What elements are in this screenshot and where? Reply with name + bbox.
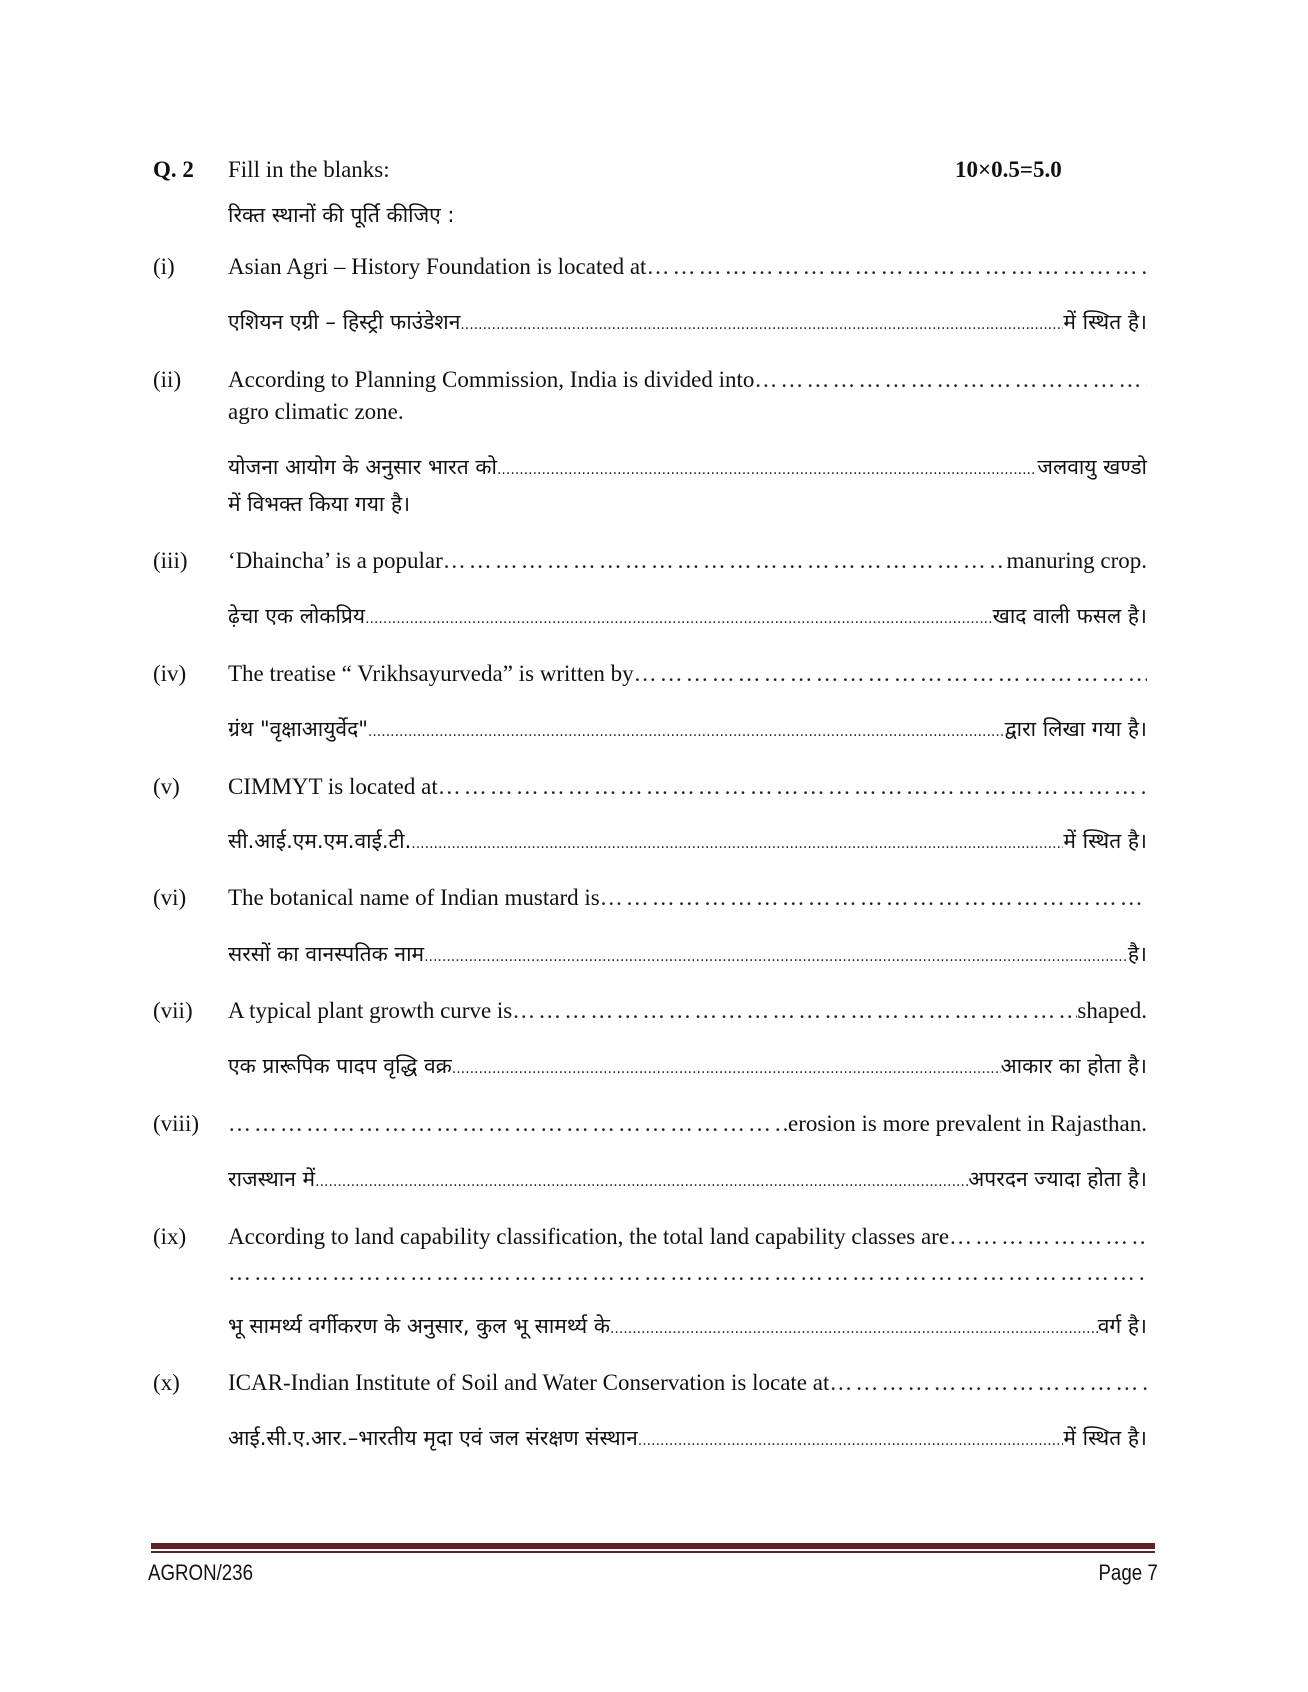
item-text-cont: agro climatic zone.: [228, 399, 404, 424]
item-text: CIMMYT is located at: [228, 774, 438, 799]
footer-rule-thin: [151, 1551, 1155, 1553]
item-hindi: [228, 308, 1147, 339]
blank-hindi: [610, 1312, 1098, 1343]
blank: [646, 253, 1147, 281]
blank-hindi: [365, 602, 993, 633]
item-english: [228, 366, 1147, 394]
item-number: (iv): [153, 661, 187, 686]
item-text: According to Planning Commission, India is divided into: [228, 367, 755, 392]
item-hindi-text: सी.आई.एम.एम.वाई.टी.: [228, 829, 412, 853]
item-hindi-text: एशियन एग्री – हिस्ट्री फाउंडेशन: [228, 310, 461, 334]
item-english: [228, 547, 1147, 575]
item-text: A typical plant growth curve is: [228, 998, 513, 1023]
item-hindi-end: वर्ग है।: [1097, 1314, 1147, 1338]
item-text: According to land capability classification, the total land capability classes are: [228, 1224, 950, 1249]
item-hindi: [228, 602, 1147, 633]
blank-hindi: [424, 940, 1128, 971]
item-english: [228, 884, 1147, 912]
course-code: AGRON/236: [148, 1560, 253, 1585]
blank: [829, 1369, 1147, 1397]
page-number: Page 7: [1098, 1560, 1158, 1585]
question-title: Fill in the blanks:: [228, 157, 390, 182]
item-text-end: shaped.: [1077, 998, 1147, 1023]
item-hindi-end: आकार का होता है।: [1000, 1054, 1147, 1078]
item-text-end: manuring crop.: [1006, 548, 1147, 573]
blank: [443, 547, 1007, 575]
item-text: The treatise “ Vrikhsayurveda” is written by: [228, 661, 634, 686]
question-number: Q. 2: [153, 157, 194, 182]
blank: [228, 1110, 788, 1138]
item-hindi-end: में स्थित है।: [1063, 1426, 1147, 1450]
blank-cont: [228, 1259, 1147, 1287]
blank-hindi: [452, 1052, 1001, 1083]
item-text: Asian Agri – History Foundation is located at: [228, 254, 647, 279]
item-hindi: [228, 1165, 1147, 1196]
blank: [754, 366, 1147, 394]
item-english: [228, 1223, 1147, 1251]
item-hindi-end: खाद वाली फसल है।: [992, 604, 1147, 628]
item-number: (iii): [153, 548, 188, 573]
blank: [634, 660, 1147, 688]
item-hindi: [228, 827, 1147, 858]
item-hindi-text: सरसों का वानस्पतिक नाम: [228, 942, 425, 966]
item-hindi-end: में स्थित है।: [1063, 310, 1147, 334]
item-number: (i): [153, 254, 175, 279]
item-number: (vii): [153, 998, 193, 1023]
item-hindi-end: है।: [1127, 942, 1147, 966]
item-number: (viii): [153, 1111, 199, 1136]
item-number: (ix): [153, 1224, 187, 1249]
blank: [512, 997, 1077, 1025]
question-title-hindi: रिक्त स्थानों की पूर्ति कीजिए :: [228, 203, 455, 227]
item-hindi-text: आई.सी.ए.आर.–भारतीय मृदा एवं जल संरक्षण संस्थान: [228, 1426, 638, 1450]
item-english: [228, 660, 1147, 688]
blank-hindi: [497, 453, 1037, 484]
blank-hindi: [460, 308, 1063, 339]
item-hindi-text: ढ़ेचा एक लोकप्रिय: [228, 604, 366, 628]
blank: [600, 884, 1147, 912]
item-text-end: erosion is more prevalent in Rajasthan.: [788, 1111, 1147, 1136]
item-hindi-text: ग्रंथ "वृक्षाआयुर्वेद": [228, 717, 368, 741]
item-english: [228, 997, 1147, 1025]
item-hindi-cont: में विभक्त किया गया है।: [228, 492, 411, 516]
item-english: [228, 773, 1147, 801]
item-hindi: [228, 1312, 1147, 1343]
item-number: (v): [153, 774, 180, 799]
item-hindi: [228, 1052, 1147, 1083]
item-number: (vi): [153, 885, 187, 910]
item-hindi-text: एक प्रारूपिक पादप वृद्धि वक्र: [228, 1054, 452, 1078]
item-hindi-text: योजना आयोग के अनुसार भारत को: [228, 455, 497, 479]
item-text: ICAR-Indian Institute of Soil and Water Conservation is locate at: [228, 1370, 830, 1395]
item-hindi: [228, 715, 1147, 746]
item-text: ‘Dhaincha’ is a popular: [228, 548, 443, 573]
item-hindi-end: अपरदन ज्यादा होता है।: [968, 1167, 1147, 1191]
item-hindi-end: में स्थित है।: [1063, 829, 1147, 853]
blank: [949, 1223, 1147, 1251]
blank: [438, 773, 1147, 801]
blank-hindi: [315, 1165, 968, 1196]
question-marks: 10×0.5=5.0: [955, 157, 1062, 182]
item-hindi: [228, 453, 1147, 484]
item-hindi-end: जलवायु खण्डो: [1037, 455, 1147, 479]
item-hindi: [228, 1424, 1147, 1455]
item-english: [228, 253, 1147, 281]
blank-hindi: [638, 1424, 1064, 1455]
item-hindi-text: राजस्थान में: [228, 1167, 316, 1191]
item-english: [228, 1369, 1147, 1397]
item-hindi: [228, 940, 1147, 971]
item-english: [228, 1110, 1147, 1138]
item-hindi-end: द्वारा लिखा गया है।: [1004, 717, 1147, 741]
blank-hindi: [411, 827, 1063, 858]
item-hindi-text: भू सामर्थ्य वर्गीकरण के अनुसार, कुल भू सामर्थ्य के: [228, 1314, 610, 1338]
item-number: (x): [153, 1370, 180, 1395]
item-number: (ii): [153, 367, 182, 392]
footer-rule: [151, 1543, 1155, 1549]
item-text: The botanical name of Indian mustard is: [228, 885, 600, 910]
blank-hindi: [368, 715, 1005, 746]
